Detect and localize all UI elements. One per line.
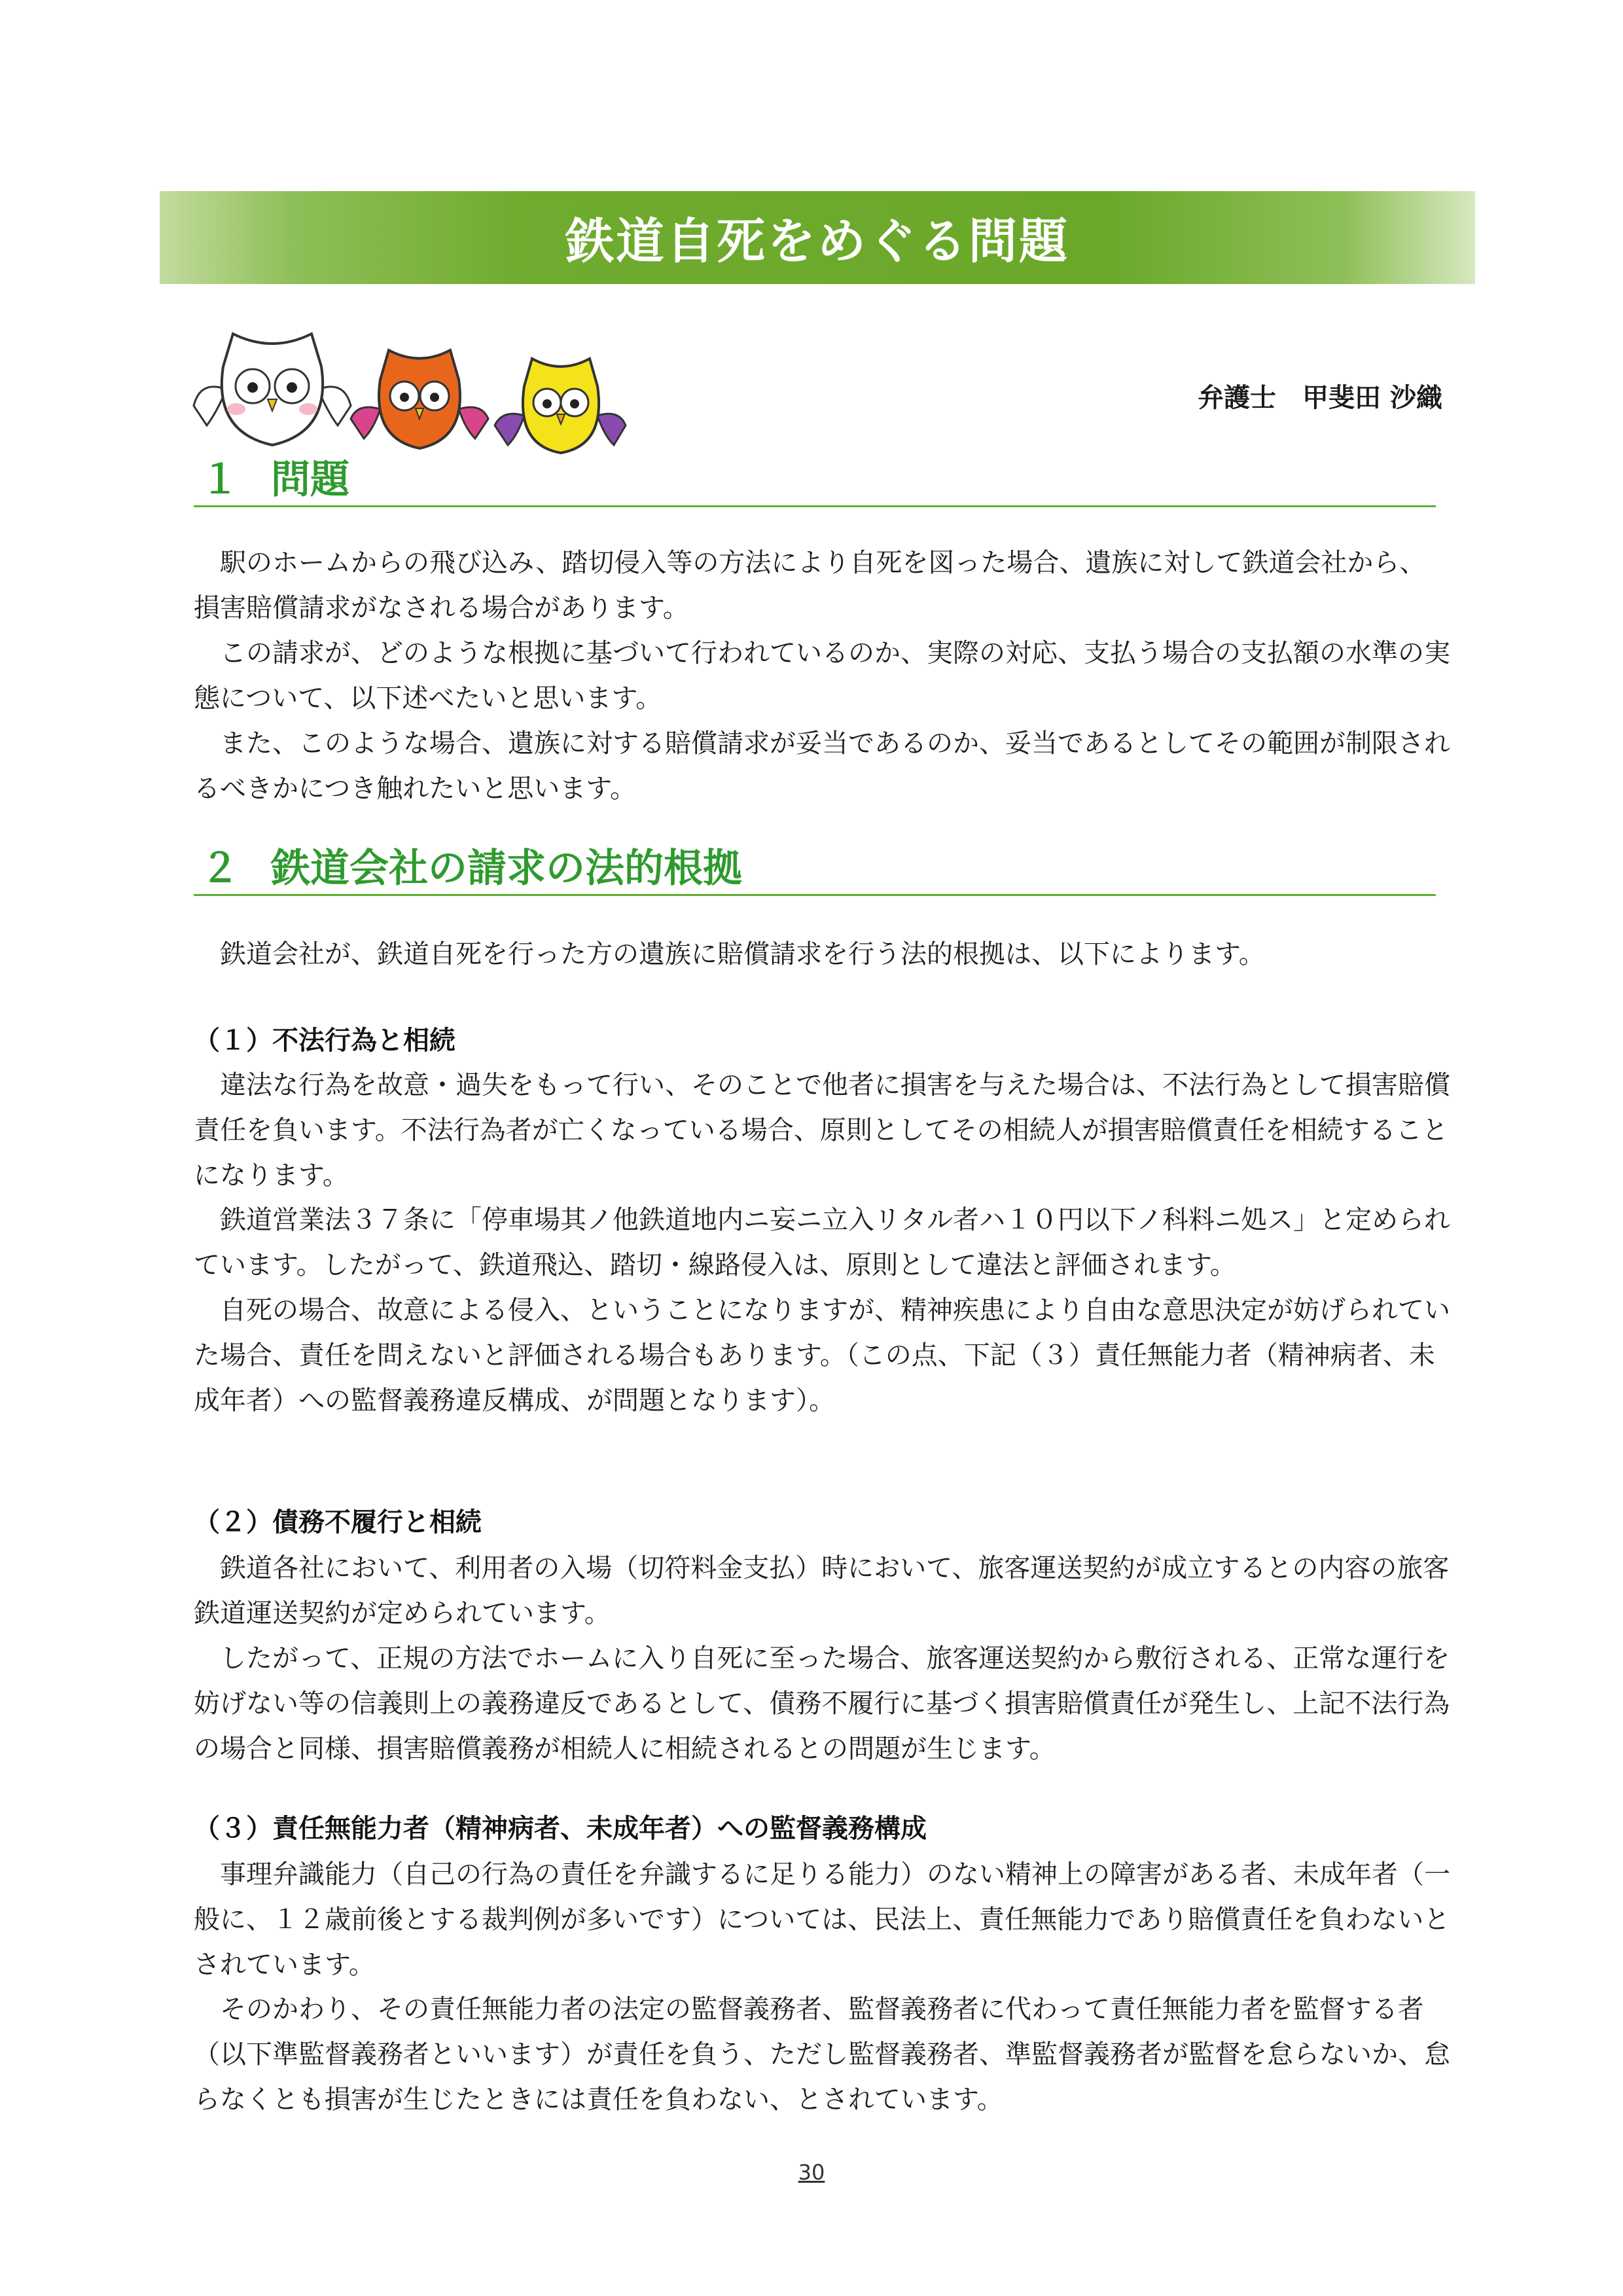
page-title: 鉄道自死をめぐる問題 <box>565 213 1069 270</box>
section-number: １ <box>200 457 240 503</box>
yellow-owl-icon <box>495 359 626 453</box>
paragraph: 鉄道営業法３７条に「停車場其ノ他鉄道地内ニ妄ニ立入リタル者ハ１０円以下ノ科料ニ処ス」と定められています。したがって、鉄道飛込、踏切・線路侵入は、原則として違法と評価されます。 <box>194 1205 1450 1280</box>
section-number: ２ <box>200 846 240 891</box>
section-heading-2 <box>194 847 1436 896</box>
section-heading-1 <box>194 458 1436 507</box>
paragraph: 違法な行為を故意・過失をもって行い、そのことで他者に損害を与えた場合は、不法行為として損害賠償責任を負います。不法行為者が亡くなっている場合、原則としてその相続人が損害賠償責任を相続することになります。 <box>194 1070 1450 1191</box>
paragraph: 駅のホームからの飛び込み、踏切侵入等の方法により自死を図った場合、遺族に対して鉄道会社から、損害賠償請求がなされる場合があります。 <box>194 548 1426 623</box>
paragraph: また、このような場合、遺族に対する賠償請求が妥当であるのか、妥当であるとしてその範囲が制限されるべきかにつき触れたいと思います。 <box>194 728 1450 804</box>
section-title: 問題 <box>271 457 349 503</box>
owl-mascots <box>187 327 658 458</box>
paragraph: 事理弁識能力（自己の行為の責任を弁識するに足りる能力）のない精神上の障害がある者、未成年者（一般に、１２歳前後とする裁判例が多いです）については、民法上、責任無能力であり賠償責任を負わないとされています。 <box>194 1859 1450 1980</box>
paragraph: そのかわり、その責任無能力者の法定の監督義務者、監督義務者に代わって責任無能力者を監督する者（以下準監督義務者といいます）が責任を負う、ただし監督義務者、準監督義務者が監督を怠らないか、怠らなくとも損害が生じたときには責任を負わない、とされています。 <box>194 1994 1450 2115</box>
paragraph: 鉄道各社において、利用者の入場（切符料金支払）時において、旅客運送契約が成立するとの内容の旅客鉄道運送契約が定められています。 <box>194 1553 1450 1628</box>
paragraph: 鉄道会社が、鉄道自死を行った方の遺族に賠償請求を行う法的根拠は、以下によります。 <box>220 939 1265 969</box>
author-name: 弁護士 甲斐田 沙織 <box>1198 383 1442 413</box>
sub-heading: （１）不法行為と相続 <box>194 1026 455 1056</box>
white-owl-icon <box>194 334 351 445</box>
section-title: 鉄道会社の請求の法的根拠 <box>271 846 742 891</box>
sub-heading: （３）責任無能力者（精神病者、未成年者）への監督義務構成 <box>194 1814 927 1844</box>
orange-owl-icon <box>351 350 488 448</box>
paragraph: この請求が、どのような根拠に基づいて行われているのか、実際の対応、支払う場合の支払額の水準の実態について、以下述べたいと思います。 <box>194 638 1450 713</box>
sub-heading: （２）債務不履行と相続 <box>194 1507 482 1537</box>
title-banner <box>160 191 1475 284</box>
paragraph: したがって、正規の方法でホームに入り自死に至った場合、旅客運送契約から敷衍される、正常な運行を妨げない等の信義則上の義務違反であるとして、債務不履行に基づく損害賠償責任が発生し、上記不法行為の場合と同様、損害賠償義務が相続人に相続されるとの問題が生じます。 <box>194 1643 1450 1764</box>
paragraph: 自死の場合、故意による侵入、ということになりますが、精神疾患により自由な意思決定が妨げられていた場合、責任を問えないと評価される場合もあります。（この点、下記（３）責任無能力者（精神病者、未成年者）への監督義務違反構成、が問題となります）。 <box>194 1295 1450 1416</box>
page-number: 30 <box>798 2160 825 2185</box>
